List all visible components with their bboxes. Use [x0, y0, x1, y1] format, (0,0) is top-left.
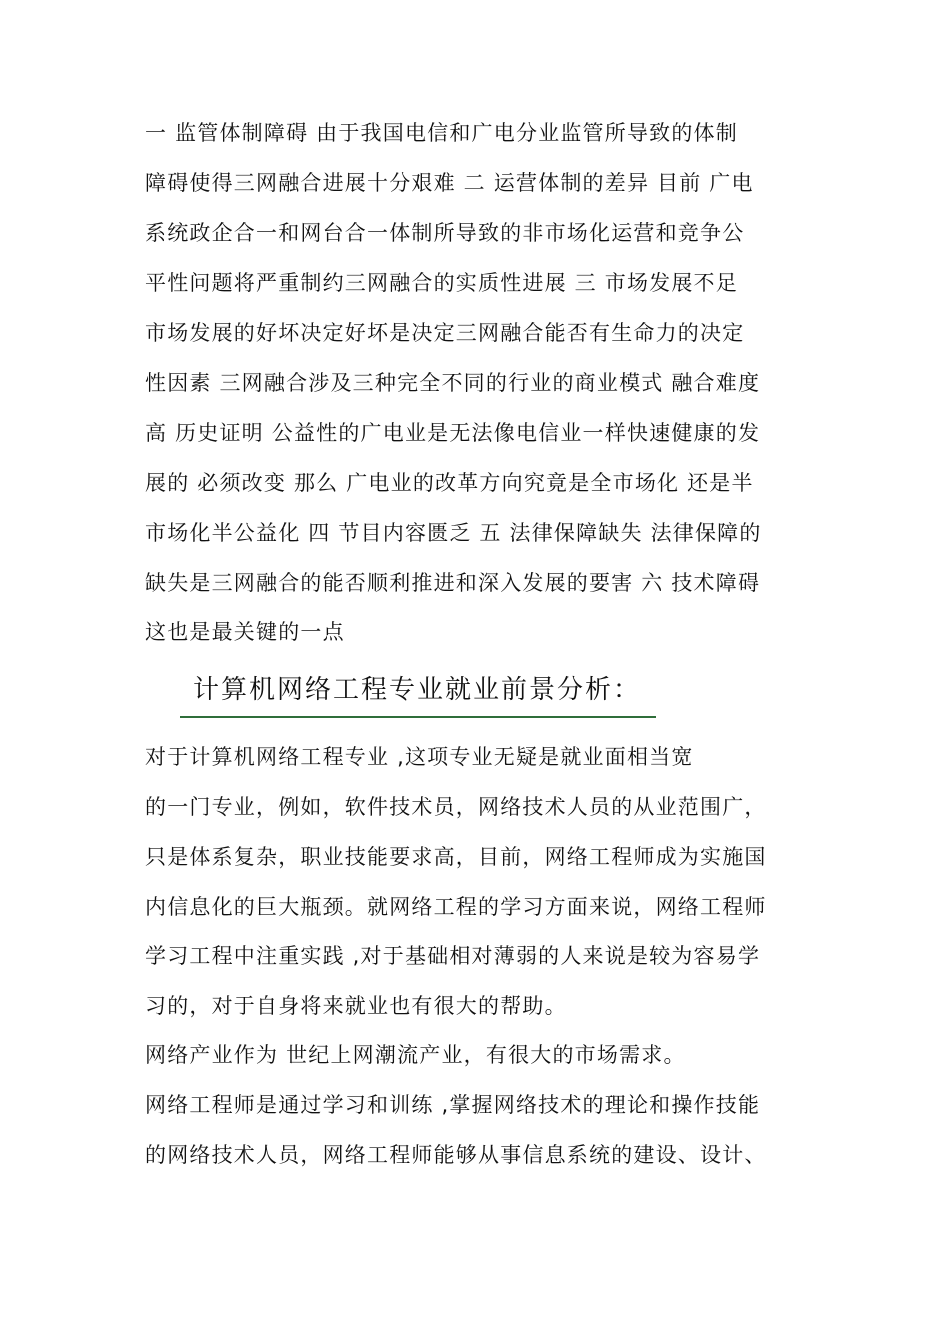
paragraph-line: 的一门专业，例如，软件技术员，网络技术人员的从业范围广， — [145, 795, 767, 819]
paragraph-line: 展的 必须改变 那么 广电业的改革方向究竟是全市场化 还是半 — [145, 471, 754, 495]
paragraph-line: 一 监管体制障碍 由于我国电信和广电分业监管所导致的体制 — [145, 121, 738, 145]
paragraph-line: 内信息化的巨大瓶颈。就网络工程的学习方面来说，网络工程师 — [145, 895, 767, 919]
paragraph-line: 的网络技术人员，网络工程师能够从事信息系统的建设、设计、 — [145, 1143, 767, 1167]
paragraph-line: 市场发展的好坏决定好坏是决定三网融合能否有生命力的决定 — [145, 321, 745, 345]
paragraph-line: 障碍使得三网融合进展十分艰难 二 运营体制的差异 目前 广电 — [145, 171, 754, 195]
paragraph-line: 网络工程师是通过学习和训练 ,掌握网络技术的理论和操作技能 — [145, 1093, 761, 1117]
section-heading: 计算机网络工程专业就业前景分析： — [193, 675, 642, 705]
paragraph-line: 性因素 三网融合涉及三种完全不同的行业的商业模式 融合难度 — [145, 371, 761, 395]
paragraph-line: 学习工程中注重实践 ,对于基础相对薄弱的人来说是较为容易学 — [145, 944, 761, 968]
paragraph-line: 平性问题将严重制约三网融合的实质性进展 三 市场发展不足 — [145, 271, 738, 295]
paragraph-line: 系统政企合一和网台合一体制所导致的非市场化运营和竞争公 — [145, 221, 745, 245]
heading-underline — [180, 716, 656, 718]
paragraph-line: 习的，对于自身将来就业也有很大的帮助。 — [145, 994, 567, 1018]
paragraph-line: 高 历史证明 公益性的广电业是无法像电信业一样快速健康的发 — [145, 421, 761, 445]
paragraph-line: 这也是最关键的一点 — [145, 620, 345, 644]
paragraph-line: 市场化半公益化 四 节目内容匮乏 五 法律保障缺失 法律保障的 — [145, 521, 762, 545]
paragraph-line: 只是体系复杂，职业技能要求高，目前，网络工程师成为实施国 — [145, 845, 767, 869]
paragraph-line: 对于计算机网络工程专业 ,这项专业无疑是就业面相当宽 — [145, 745, 694, 769]
paragraph-line: 网络产业作为 世纪上网潮流产业，有很大的市场需求。 — [145, 1043, 686, 1067]
paragraph-line: 缺失是三网融合的能否顺利推进和深入发展的要害 六 技术障碍 — [145, 571, 761, 595]
